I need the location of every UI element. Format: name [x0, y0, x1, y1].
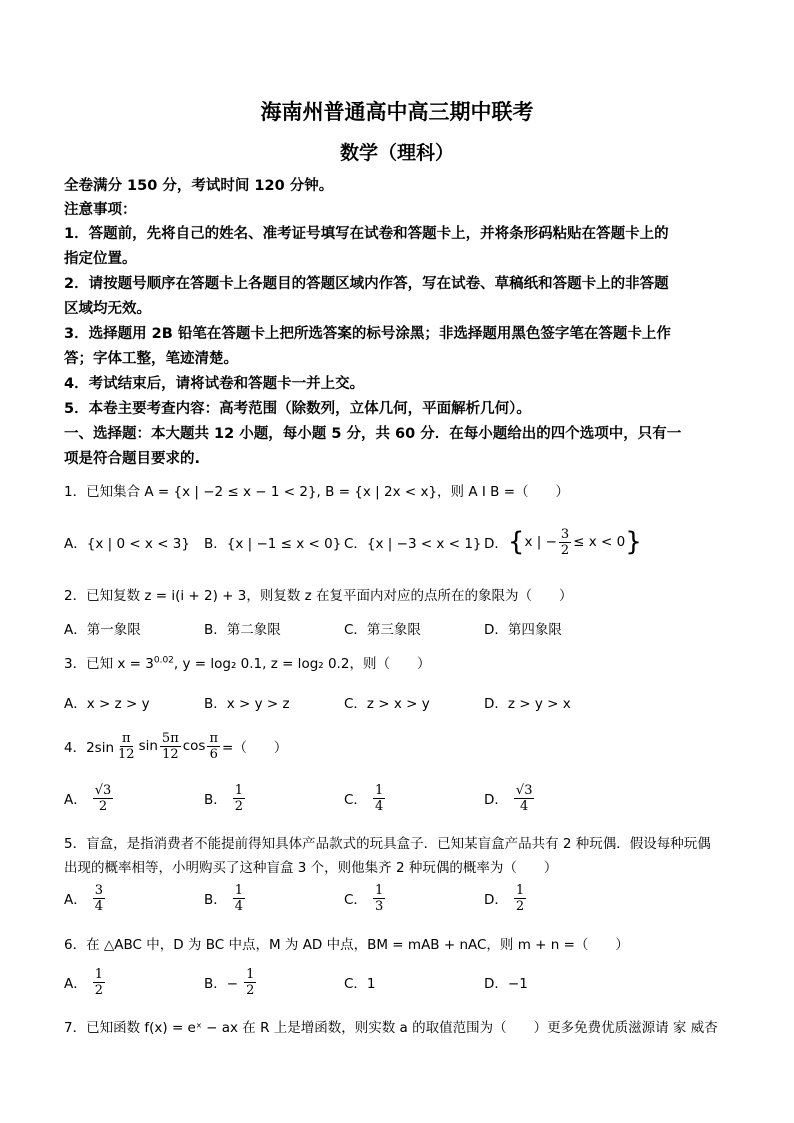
- fraction: [93, 883, 105, 914]
- stem-text: , y = log₂ 0.1, z = log₂ 0.2，则（ ）: [173, 656, 431, 672]
- question-2-options: [64, 606, 734, 650]
- numerator: 1: [374, 882, 384, 898]
- brace-right: }: [625, 527, 642, 557]
- option-b[interactable]: [204, 876, 247, 920]
- page-title: 海南州普通高中高三期中联考: [260, 100, 534, 124]
- denominator: 4: [234, 898, 244, 914]
- question-1-options: [64, 520, 734, 564]
- option-letter: B．−: [204, 976, 239, 992]
- notice-line: 5．本卷主要考查内容：高考范围（除数列，立体几何，平面解析几何）。: [64, 401, 531, 417]
- option-c[interactable]: [344, 876, 387, 920]
- fraction: [514, 883, 526, 914]
- question-6-stem: 6．在 △ABC 中，D 为 BC 中点，M 为 AD 中点，BM = mAB + nAC，则 m + n =（ ）: [64, 937, 629, 953]
- fraction: [207, 731, 220, 762]
- question-5-stem: 5．盲盒，是指消费者不能提前得知具体产品款式的玩具盒子．已知某盲盒产品共有 2 种玩偶．假设每种玩偶: [64, 836, 711, 852]
- option-letter: A．: [64, 792, 87, 808]
- section-heading: 项是符合题目要求的.: [64, 451, 201, 467]
- notice-line: 答；字体工整，笔迹清楚。: [64, 351, 238, 367]
- option-text: x | −: [524, 534, 557, 550]
- option-a[interactable]: [64, 960, 107, 1004]
- option-b[interactable]: [204, 960, 258, 1004]
- denominator: 2: [246, 982, 255, 998]
- option-c[interactable]: C．z > x > y: [344, 696, 430, 712]
- question-5-options: [64, 876, 734, 920]
- question-4-options: [64, 776, 734, 820]
- notice-line: 3．选择题用 2B 铅笔在答题卡上把所选答案的标号涂黑；非选择题用黑色签字笔在答题卡上作: [64, 326, 671, 342]
- fraction: [559, 527, 571, 558]
- question-7-stem: 7．已知函数 f(x) = eˣ − ax 在 R 上是增函数，则实数 a 的取值范围为（ ）更多免费优质滋源请 家 威杏: [64, 1020, 718, 1036]
- denominator: 2: [94, 982, 104, 998]
- option-text: ≤ x < 0: [573, 534, 626, 550]
- option-c[interactable]: C．{x | −3 < x < 1}: [344, 536, 482, 552]
- numerator: 1: [374, 782, 384, 798]
- option-d[interactable]: D．z > y > x: [484, 696, 571, 712]
- stem-text: 3．已知 x = 3: [64, 656, 154, 672]
- fraction: [116, 731, 137, 762]
- option-a[interactable]: [64, 776, 115, 820]
- denominator: 2: [515, 898, 525, 914]
- fraction: [244, 967, 256, 998]
- option-letter: D．: [484, 892, 508, 908]
- notice-line: 4．考试结束后，请将试卷和答题卡一并上交。: [64, 376, 365, 392]
- notice-line: 2．请按题号顺序在答题卡上各题目的答题区域内作答，写在试卷、草稿纸和答题卡上的非答题: [64, 276, 669, 292]
- page-subtitle: 数学（理科）: [339, 142, 454, 164]
- numerator: π: [122, 730, 131, 746]
- option-b[interactable]: B．{x | −1 ≤ x < 0}: [204, 536, 342, 552]
- section-heading: 一、选择题：本大题共 12 小题，每小题 5 分，共 60 分．在每小题给出的四个选项中，只有一: [64, 426, 682, 442]
- question-2-stem: 2．已知复数 z = i(i + 2) + 3，则复数 z 在复平面内对应的点所在的象限为（ ）: [64, 588, 573, 604]
- fraction: [93, 967, 105, 998]
- fraction: [93, 783, 114, 814]
- option-letter: A．: [64, 976, 87, 992]
- numerator: 3: [94, 882, 104, 898]
- denominator: 3: [374, 898, 384, 914]
- denominator: 4: [374, 798, 384, 814]
- option-letter: C．: [344, 892, 367, 908]
- denominator: 12: [118, 746, 135, 762]
- option-letter: D．: [484, 536, 508, 552]
- option-b[interactable]: [204, 776, 247, 820]
- fraction: [233, 783, 245, 814]
- option-c[interactable]: C．1: [344, 976, 376, 992]
- numerator: √3: [515, 782, 533, 798]
- option-letter: B．: [204, 792, 227, 808]
- option-letter: C．: [344, 792, 367, 808]
- question-5-stem: 出现的概率相等，小明购买了这种盲盒 3 个，则他集齐 2 种玩偶的概率为（ ）: [64, 860, 558, 876]
- denominator: 4: [520, 798, 529, 814]
- fraction: [233, 883, 245, 914]
- denominator: 2: [98, 798, 108, 814]
- option-a[interactable]: [64, 876, 107, 920]
- notice-line: 区域均无效。: [64, 301, 151, 317]
- fraction: [514, 783, 535, 814]
- option-letter: B．: [204, 892, 227, 908]
- stem-text: cos: [182, 738, 206, 754]
- option-a[interactable]: A．{x | 0 < x < 3}: [64, 536, 190, 552]
- numerator: 1: [246, 966, 255, 982]
- option-d[interactable]: [484, 776, 536, 820]
- exponent: 0.02: [153, 655, 174, 666]
- numerator: √3: [94, 782, 112, 798]
- option-d[interactable]: D．−1: [484, 976, 528, 992]
- option-c[interactable]: C．第三象限: [344, 622, 421, 638]
- brace-left: {: [507, 527, 525, 557]
- stem-text: 4．2sin: [64, 740, 115, 756]
- question-4-stem: [64, 726, 734, 766]
- denominator: 2: [560, 542, 570, 558]
- question-6-options: [64, 960, 734, 1004]
- option-letter: D．: [484, 792, 508, 808]
- numerator: 3: [560, 526, 570, 542]
- option-letter: A．: [64, 892, 87, 908]
- numerator: 1: [234, 782, 244, 798]
- denominator: 6: [209, 746, 218, 762]
- stem-text: sin: [138, 738, 158, 754]
- question-1-stem: 1．已知集合 A = {x | −2 ≤ x − 1 < 2}, B = {x | 2x < x}，则 A I B =（ ）: [64, 484, 570, 500]
- numerator: 1: [515, 882, 525, 898]
- option-b[interactable]: B．x > y > z: [204, 696, 290, 712]
- option-a[interactable]: A．x > z > y: [64, 696, 150, 712]
- fraction: [373, 783, 385, 814]
- question-3-stem: [64, 652, 734, 672]
- notice-line: 指定位置。: [64, 251, 137, 267]
- denominator: 12: [162, 746, 179, 762]
- numerator: 1: [94, 966, 104, 982]
- stem-text: =（ ）: [222, 740, 288, 756]
- option-d[interactable]: D．第四象限: [484, 622, 562, 638]
- fraction: [160, 731, 181, 762]
- question-3-options: [64, 680, 734, 724]
- notice-line: 1．答题前，先将自己的姓名、准考证号填写在试卷和答题卡上，并将条形码粘贴在答题卡上的: [64, 226, 669, 242]
- score-line: 全卷满分 150 分，考试时间 120 分钟。: [64, 178, 334, 194]
- option-d[interactable]: [484, 520, 642, 564]
- notice-heading: 注意事项：: [64, 202, 137, 218]
- numerator: 5π: [161, 730, 179, 746]
- option-a[interactable]: A．第一象限: [64, 622, 141, 638]
- denominator: 4: [94, 898, 104, 914]
- numerator: π: [209, 730, 219, 746]
- option-d[interactable]: [484, 876, 528, 920]
- option-b[interactable]: B．第二象限: [204, 622, 281, 638]
- numerator: 1: [234, 882, 244, 898]
- fraction: [373, 883, 385, 914]
- option-c[interactable]: [344, 776, 387, 820]
- denominator: 2: [234, 798, 244, 814]
